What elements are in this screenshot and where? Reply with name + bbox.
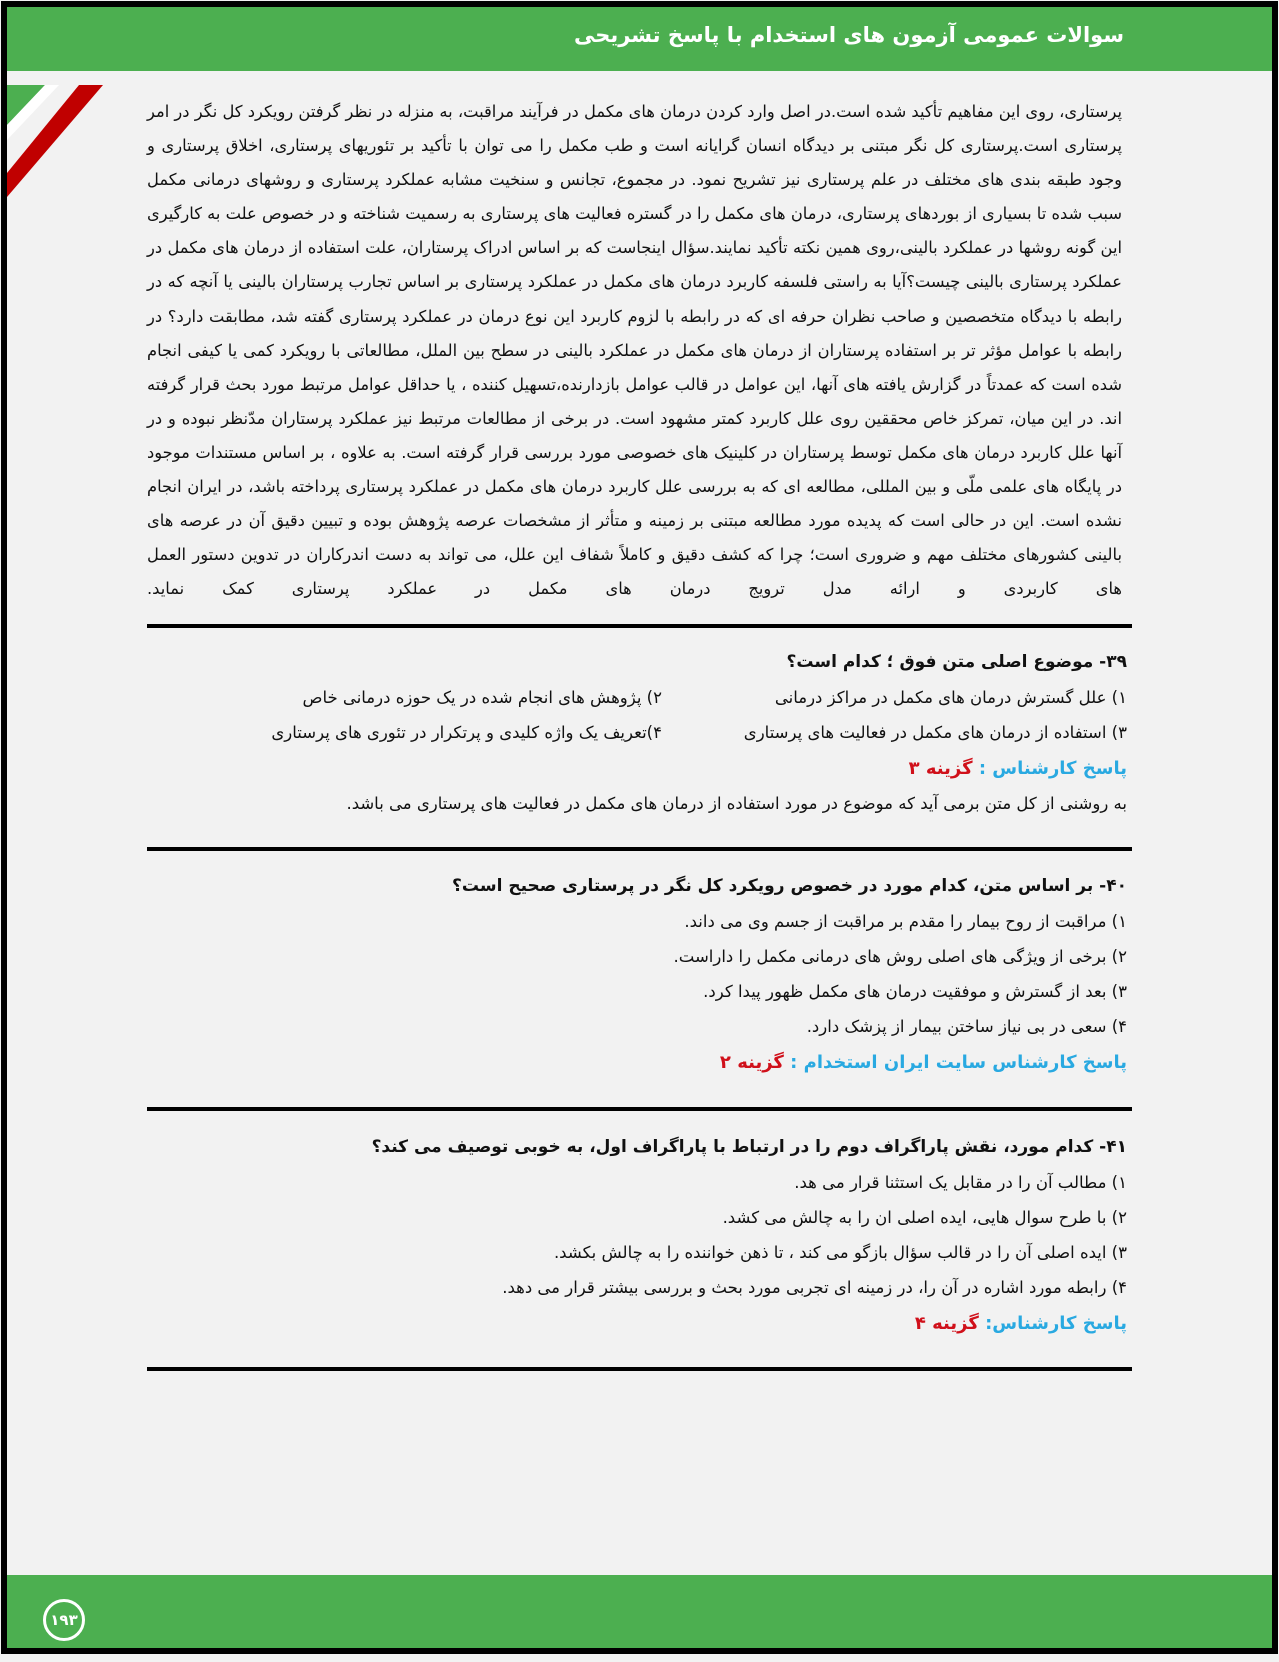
answer-value: گزینه ۴ bbox=[914, 1313, 979, 1334]
question-40-answer bbox=[720, 1052, 1127, 1073]
question-41-option-3: ۳) ایده اصلی آن را در قالب سؤال بازگو می کند ، تا ذهن خواننده را به چالش بکشد. bbox=[553, 1243, 1127, 1262]
page bbox=[7, 7, 1272, 1648]
question-39-title: ۳۹- موضوع اصلی متن فوق ؛ کدام است؟ bbox=[786, 652, 1127, 672]
question-40-option-2: ۲) برخی از ویژگی های اصلی روش های درمانی مکمل را داراست. bbox=[673, 947, 1127, 966]
answer-label: پاسخ کارشناس : bbox=[972, 758, 1127, 779]
question-39-option-2: ۲) پژوهش های انجام شده در یک حوزه درمانی خاص bbox=[302, 688, 662, 707]
reading-passage: پرستاری، روی این مفاهیم تأکید شده است.در اصل وارد کردن درمان های مکمل در فرآیند مراقبت، به منزله در نظر گرفتن رویکرد کل نگر در امر پرستاری است.پرستاری کل نگر مبتنی بر دیدگاه انسان گرایانه است و طب مکمل را می توان با تأکید بر تئوریهای پرستاری، اخلاق پرستاری و وجود طبقه بندی های مختلف در علم پرستاری نیز تشریح نمود. در مجموع، تجانس و سنخیت مشابه عملکرد پرستاری و روشهای درمانی مکمل سبب شده تا بسیاری از بوردهای پرستاری، درمان های مکمل را در گستره فعالیت های پرستاری به رسمیت شناخته و در خصوص علت به کارگیری این گونه روشها در عملکرد بالینی،روی همین نکته تأکید نمایند.سؤال اینجاست که بر اساس ادراک پرستاران، علت استفاده از درمان های مکمل در عملکرد پرستاری بالینی چیست؟آیا به راستی فلسفه کاربرد درمان های مکمل در عملکرد پرستاری بر اساس تجارب پرستاران بالینی یا آنچه که در رابطه با دیدگاه متخصصین و صاحب نظران حرفه ای که در رابطه با لزوم کاربرد این نوع درمان در عملکرد پرستاری گفته شد، مطابقت دارد؟ در رابطه با عوامل مؤثر تر بر استفاده پرستاران از درمان های مکمل در عملکرد بالینی در سطح بین الملل، مطالعاتی با رویکرد کمی یا کیفی انجام شده است که عمدتاً در گزارش یافته های آنها، این عوامل در قالب عوامل بازدارنده،تسهیل کننده ، یا حداقل عوامل مرتبط مورد بحث قرار گرفته اند. در این میان، تمرکز خاص محققین روی علل کاربرد کمتر مشهود است. در برخی از مطالعات مرتبط نیز عملکرد پرستاران مدّنظر نبوده و در آنها علل کاربرد درمان های مکمل توسط پرستاران در کلینیک های خصوصی مورد بررسی قرار گرفته است. به علاوه ، بر اساس مستندات موجود در پایگاه های علمی ملّی و بین المللی، مطالعه ای که به بررسی علل کاربرد درمان های مکمل در عملکرد پرستاری پرداخته باشد، در ایران انجام نشده است. این در حالی است که پدیده مورد مطالعه مبتنی بر زمینه و متأثر از مشخصات عرصه پژوهش بوده و تبیین دقیق آن در عرصه های بالینی کشورهای مختلف مهم و ضروری است؛ چرا که کشف دقیق و کاملاً شفاف این علل، می تواند به دست اندرکاران در تدوین دستور العمل های کاربردی و ارائه مدل ترویج درمان های مکمل در عملکرد پرستاری کمک نماید. bbox=[147, 102, 1122, 599]
answer-value: گزینه ۲ bbox=[719, 1052, 784, 1073]
question-40-title: ۴۰- بر اساس متن، کدام مورد در خصوص رویکرد کل نگر در پرستاری صحیح است؟ bbox=[452, 876, 1127, 896]
section-divider bbox=[147, 1107, 1132, 1111]
question-40-option-4: ۴) سعی در بی نیاز ساختن بیمار از پزشک دارد. bbox=[806, 1017, 1127, 1036]
section-divider bbox=[147, 624, 1132, 628]
answer-value: گزینه ۳ bbox=[908, 758, 973, 779]
answer-label: پاسخ کارشناس: bbox=[978, 1313, 1127, 1334]
section-divider bbox=[147, 1367, 1132, 1371]
question-39-option-4: ۴)تعریف یک واژه کلیدی و پرتکرار در تئوری های پرستاری bbox=[271, 723, 662, 742]
page-number-badge: ۱۹۳ bbox=[43, 1599, 85, 1641]
answer-label: پاسخ کارشناس سایت ایران استخدام : bbox=[783, 1052, 1127, 1073]
question-41-option-2: ۲) با طرح سوال هایی، ایده اصلی ان را به چالش می کشد. bbox=[722, 1208, 1127, 1227]
question-39-explanation: به روشنی از کل متن برمی آید که موضوع در مورد استفاده از درمان های مکمل در فعالیت های پرستاری می باشد. bbox=[346, 794, 1127, 813]
question-39-option-1: ۱) علل گسترش درمان های مکمل در مراکز درمانی bbox=[774, 688, 1127, 707]
question-41-title: ۴۱- کدام مورد، نقش پاراگراف دوم را در ارتباط با پاراگراف اول، به خوبی توصیف می کند؟ bbox=[371, 1137, 1127, 1157]
question-39-answer bbox=[909, 758, 1127, 779]
question-39-option-3: ۳) استفاده از درمان های مکمل در فعالیت های پرستاری bbox=[743, 723, 1127, 742]
page-title: سوالات عمومی آزمون های استخدام با پاسخ تشریحی bbox=[573, 23, 1124, 47]
section-divider bbox=[147, 847, 1132, 851]
question-41-option-4: ۴) رابطه مورد اشاره در آن را، در زمینه ای تجربی مورد بحث و بررسی بیشتر قرار می دهد. bbox=[502, 1278, 1127, 1297]
question-40-option-3: ۳) بعد از گسترش و موفقیت درمان های مکمل ظهور پیدا کرد. bbox=[703, 982, 1127, 1001]
flag-stripes-decoration bbox=[7, 85, 112, 200]
footer-bar bbox=[7, 1575, 1272, 1648]
question-41-option-1: ۱) مطالب آن را در مقابل یک استثنا قرار می هد. bbox=[794, 1173, 1127, 1192]
question-40-option-1: ۱) مراقبت از روح بیمار را مقدم بر مراقبت از جسم وی می داند. bbox=[684, 912, 1127, 931]
question-41-answer bbox=[915, 1313, 1127, 1334]
